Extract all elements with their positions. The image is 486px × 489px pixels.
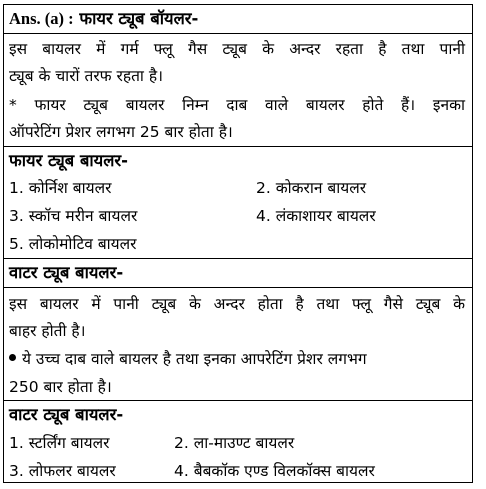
- section1-para-line2: ट्यूब के चारों तरफ रहता है।: [9, 67, 163, 85]
- section3-note-line1: ये उच्च दाब वाले बायलर है तथा इनका आपरेटिंग प्रेशर लगभग: [22, 350, 367, 368]
- list-item: 2. कोकरान बायलर: [256, 179, 367, 197]
- divider: [4, 146, 472, 147]
- section3-para-line1-wrap: [9, 294, 465, 314]
- bullet-icon: [9, 354, 16, 361]
- list-item: 5. लोकोमोटिव बायलर: [9, 235, 137, 253]
- section1-note-line1-wrap: [9, 95, 465, 115]
- section3-note-line2: 250 बार होता है।: [9, 378, 112, 396]
- list-item: 4. बैबकॉक एण्ड विलकॉक्स बायलर: [174, 462, 375, 480]
- section3-note-line1-wrap: [9, 349, 367, 369]
- list-item: 3. लोफलर बायलर: [9, 462, 116, 480]
- answer-label: Ans. (a) :: [9, 9, 74, 28]
- list-item: 1. कोर्निश बायलर: [9, 179, 112, 197]
- section1-heading: फायर ट्यूब बॉयलर-: [79, 9, 199, 28]
- list-item: 4. लंकाशायर बायलर: [256, 207, 376, 225]
- section3-para-line2: बाहर होती है।: [9, 322, 86, 340]
- section1-para-line1: इस बायलर में गर्म फ्लू गैस ट्यूब के अन्दर रहता है तथा पानी: [9, 40, 465, 58]
- section1-heading-line: [9, 9, 198, 29]
- list-item: 2. ला-माउण्ट बायलर: [174, 434, 295, 452]
- section1-para-line1-wrap: [9, 39, 465, 59]
- section3-heading: वाटर ट्यूब बायलर-: [9, 263, 124, 282]
- list-item: 1. स्टर्लिंग बायलर: [9, 434, 110, 452]
- divider: [4, 258, 472, 259]
- answer-box: [3, 4, 473, 483]
- divider: [4, 400, 472, 401]
- section4-heading: वाटर ट्यूब बायलर-: [9, 405, 124, 424]
- section1-note-line1: * फायर ट्यूब बायलर निम्न दाब वाले बायलर होते हैं। इनका: [9, 96, 465, 114]
- section2-heading: फायर ट्यूब बायलर-: [9, 151, 129, 170]
- section1-note-line2: ऑपरेटिंग प्रेशर लगभग 25 बार होता है।: [9, 123, 233, 141]
- divider: [4, 287, 472, 288]
- list-item: 3. स्कॉच मरीन बायलर: [9, 207, 138, 225]
- section3-para-line1: इस बायलर में पानी ट्यूब के अन्दर होता है तथा फ्लू गैसे ट्यूब के: [9, 295, 465, 313]
- divider: [4, 33, 472, 34]
